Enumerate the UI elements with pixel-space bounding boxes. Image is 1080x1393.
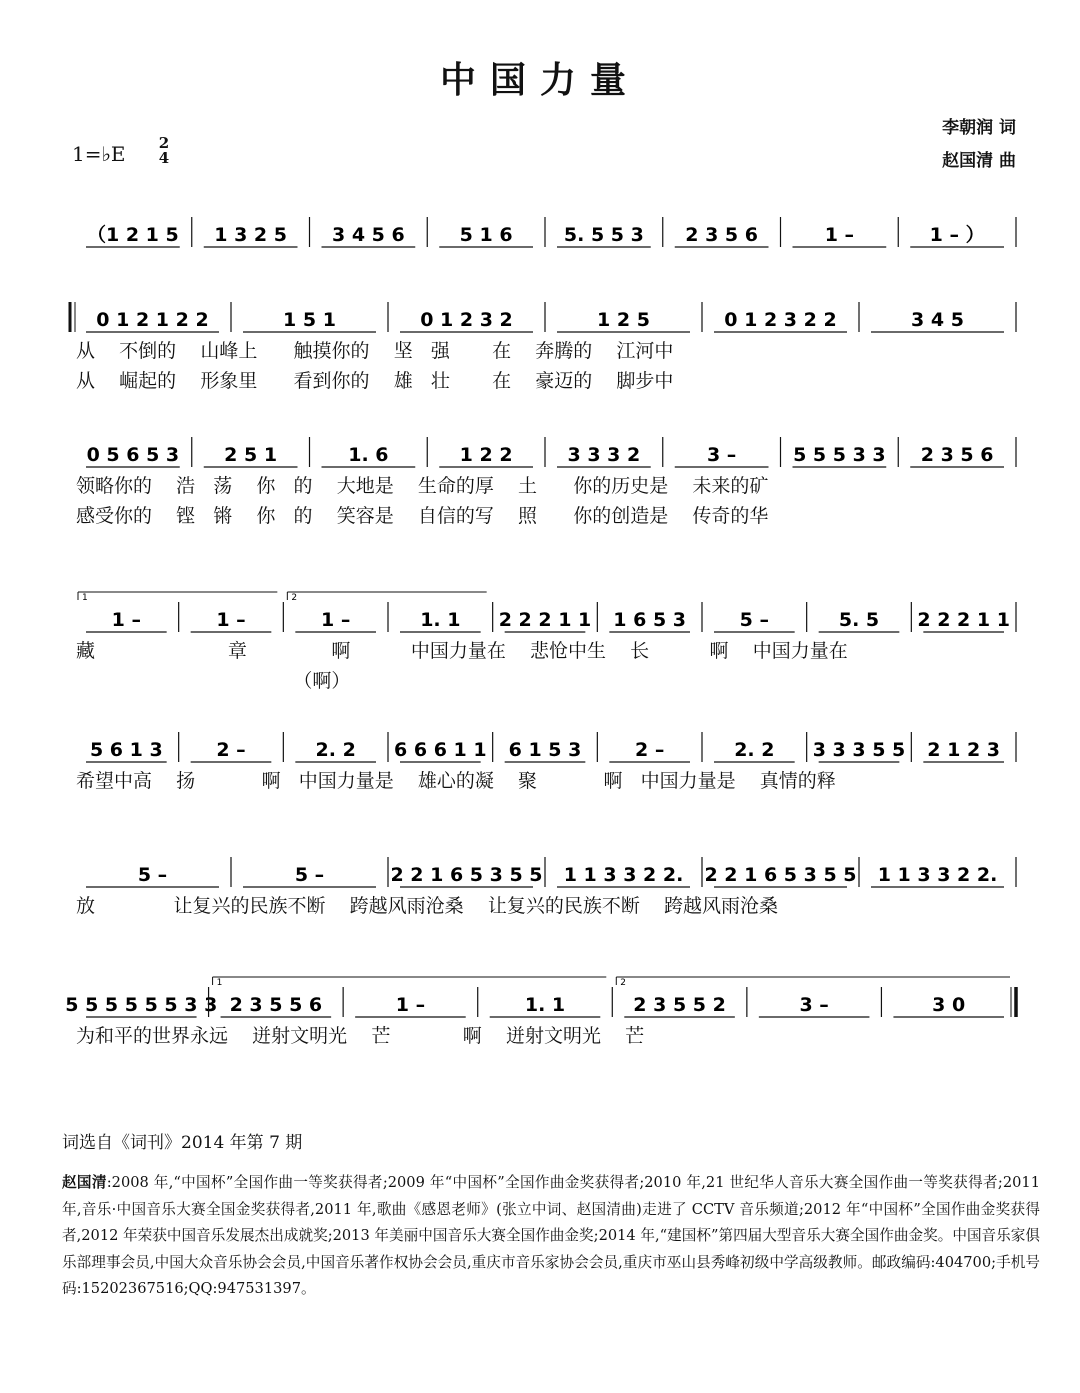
time-signature: [157, 136, 171, 166]
score-system: [60, 975, 1022, 1100]
measure-notes: 5. 5: [838, 609, 880, 631]
measure-notes: 3 4 5: [911, 309, 964, 331]
lyric-line: 领略你的 浩 荡 你 的 大地是 生命的厚 土 你的历史是 未来的矿: [76, 475, 769, 495]
measure-notes: 3 4 5 6: [332, 224, 405, 246]
measure-notes: 2 3 5 5 6: [229, 994, 323, 1016]
lyric-line: 藏 章 啊 中国力量在 悲怆中生 长 啊 中国力量在: [76, 640, 848, 660]
lyric-line: 放 让复兴的民族不断 跨越风雨沧桑 让复兴的民族不断 跨越风雨沧桑: [76, 895, 778, 915]
volta-label: 1: [82, 593, 88, 603]
measure-notes: 1 3 2 5: [214, 224, 287, 246]
measure-notes: 5 1 6: [459, 224, 513, 246]
measure-notes: 2 1 2 3: [927, 739, 1001, 761]
measure-notes: 1 –: [824, 224, 855, 246]
measure-notes: 1 –: [395, 994, 426, 1016]
measure-notes: 1 – ）: [929, 224, 985, 246]
time-signature-top: 2: [158, 134, 170, 152]
measure-notes: 2. 2: [734, 739, 775, 761]
lyric-line: 感受你的 铿 锵 你 的 笑容是 自信的写 照 你的创造是 传奇的华: [76, 505, 769, 525]
measure-notes: 3 –: [799, 994, 829, 1016]
measure-notes: 2 3 5 6: [685, 224, 758, 246]
lyric-line: 从 不倒的 山峰上 触摸你的 坚 强 在 奔腾的 江河中: [76, 340, 674, 360]
bio-text: :2008 年,“中国杯”全国作曲一等奖获得者;2009 年“中国杯”全国作曲金奖获得者;2010 年,21 世纪华人音乐大赛全国作曲一等奖获得者;2011 年,音乐·中国音乐大赛全国金奖获得者,2011 年,歌曲《感恩老师》(张立中词、赵国清曲)走进了 CCTV 音乐频道;2012 年“中国杯”全国作曲金奖获得者,2012 年荣获中国音乐发展杰出成就奖;2013 年美丽中国音乐大赛全国作曲金奖;2014 年,“建国杯”第四届大型音乐大赛全国作曲金奖。中国音乐家俱乐部理事会员,中国大众音乐协会会员,中国音乐著作权协会会员,重庆市音乐家协会会员,重庆市巫山县秀峰初级中学高级教师。邮政编码:404700;手机号码:15202367516;QQ:947531397。: [62, 1174, 1040, 1297]
measure-notes: 0 1 2 3 2: [420, 309, 513, 331]
measure-notes: 2 5 1: [224, 444, 278, 466]
measure-notes: 3 –: [706, 444, 737, 466]
measure-notes: 5 5 5 3 3: [793, 444, 886, 466]
measure-notes: 1 –: [320, 609, 351, 631]
lyricist-credit: 李朝润 词: [942, 118, 1016, 138]
measure-notes: 3 0: [932, 994, 966, 1016]
measure-notes: 1 –: [216, 609, 246, 631]
measure-notes: 5 –: [137, 864, 168, 886]
composer-credit: 赵国清 曲: [942, 151, 1016, 171]
score-system: [60, 845, 1022, 970]
measure-notes: 1 2 2: [459, 444, 513, 466]
composer-bio: [62, 1170, 1040, 1303]
measure-notes: 5 –: [739, 609, 770, 631]
lyric-line: 从 崛起的 形象里 看到你的 雄 壮 在 豪迈的 脚步中: [76, 370, 674, 390]
volta-label: 1: [216, 978, 223, 988]
lyric-line: 希望中高 扬 啊 中国力量是 雄心的凝 聚 啊 中国力量是 真情的释: [76, 770, 836, 790]
measure-notes: 2 2 2 1 1: [498, 609, 592, 631]
score-system: [60, 290, 1022, 415]
measure-notes: 5 5 5 5 5 5 3 3: [65, 994, 218, 1016]
measure-notes: 1 –: [111, 609, 142, 631]
measure-notes: 2 3 5 6: [920, 444, 994, 466]
measure-notes: 2 –: [216, 739, 246, 761]
measure-notes: 5 6 1 3: [89, 739, 163, 761]
measure-notes: 1 1 3 3 2 2.: [877, 864, 998, 886]
measure-notes: 3 3 3 5 5: [812, 739, 906, 761]
measure-notes: 0 1 2 1 2 2: [96, 309, 209, 331]
measure-notes: 1 1 3 3 2 2.: [563, 864, 684, 886]
score-system: [60, 590, 1022, 715]
measure-notes: 2 –: [634, 739, 665, 761]
measure-notes: 1 6 5 3: [613, 609, 687, 631]
measure-notes: 6 6 6 1 1: [394, 739, 487, 761]
score-system: [60, 425, 1022, 550]
bio-name: 赵国清: [62, 1174, 107, 1191]
measure-notes: 1. 1: [524, 994, 566, 1016]
measure-notes: （1 2 1 5: [87, 224, 179, 246]
measure-notes: 1 5 1: [283, 309, 336, 331]
measure-notes: 1 2 5: [597, 309, 650, 331]
measure-notes: 2 2 1 6 5 3 5 5: [390, 864, 543, 886]
measure-notes: 5. 5 5 3: [563, 224, 644, 246]
lyric-line: （啊）: [76, 670, 351, 690]
measure-notes: 2 2 2 1 1: [917, 609, 1010, 631]
lyric-line: 为和平的世界永远 迸射文明光 芒 啊 迸射文明光 芒: [76, 1025, 645, 1045]
time-signature-bottom: 4: [158, 149, 170, 167]
volta-label: 2: [291, 593, 298, 603]
measure-row: [60, 205, 1022, 265]
measure-notes: 0 5 6 5 3: [86, 444, 180, 466]
measure-notes: 0 1 2 3 2 2: [724, 309, 837, 331]
measure-notes: 1. 1: [420, 609, 461, 631]
song-title: 中国力量: [439, 59, 640, 101]
measure-notes: 1. 6: [348, 444, 389, 466]
volta-label: 2: [620, 978, 627, 988]
measure-notes: 2. 2: [315, 739, 356, 761]
measure-notes: 5 –: [294, 864, 325, 886]
measure-notes: 3 3 3 2: [567, 444, 641, 466]
key-signature: 1=♭E: [72, 142, 126, 166]
measure-notes: 6 1 5 3: [508, 739, 582, 761]
source-note: 词选自《词刊》2014 年第 7 期: [62, 1133, 303, 1153]
measure-notes: 2 3 5 5 2: [633, 994, 726, 1016]
measure-notes: 2 2 1 6 5 3 5 5: [704, 864, 857, 886]
score-system: [60, 720, 1022, 845]
